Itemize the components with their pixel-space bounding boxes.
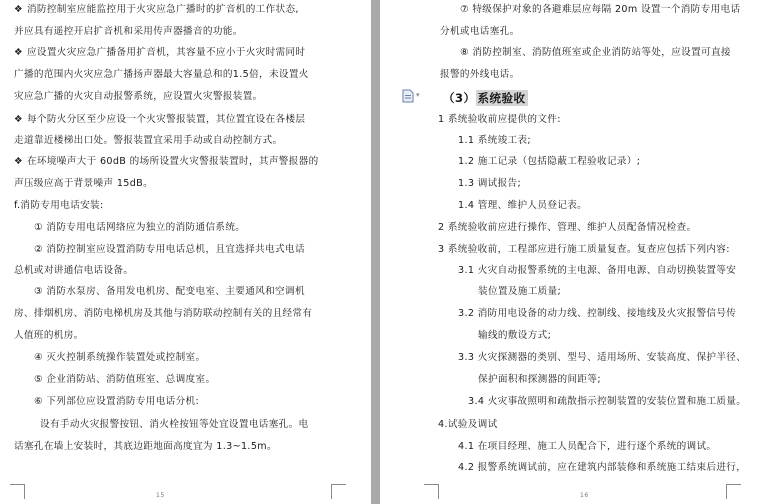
text-line xyxy=(14,113,305,127)
text-line xyxy=(34,285,305,299)
text-line xyxy=(40,418,308,432)
text-line xyxy=(438,243,730,257)
page-corner-mark xyxy=(10,484,25,499)
text-line xyxy=(458,264,736,278)
text-line xyxy=(460,46,731,60)
bullet-icon: ❖ xyxy=(14,114,23,125)
text-line xyxy=(14,440,277,454)
page-corner-mark xyxy=(726,484,741,499)
line-text: ⑤ 企业消防站、消防值班室、总调度室。 xyxy=(34,374,216,385)
text-line xyxy=(458,440,716,454)
text-line xyxy=(34,243,305,257)
text-line xyxy=(14,134,282,148)
line-text: 广播的范围内火灾应急广播扬声器最大容量总和的1.5倍，未设置火 xyxy=(14,69,309,80)
text-line xyxy=(14,46,305,60)
text-line xyxy=(438,113,561,127)
line-text: 声压级应高于背景噪声 15dB。 xyxy=(14,178,154,189)
line-text: 3.4 火灾事故照明和疏散指示控制装置的安装位置和施工质量。 xyxy=(468,396,747,407)
line-text: 报警的外线电话。 xyxy=(440,69,520,80)
line-text: ⑦ 特级保护对象的各避难层应每隔 20m 设置一个消防专用电话 xyxy=(460,4,741,15)
heading-prefix: （3） xyxy=(443,91,476,105)
line-text: 1.1 系统竣工表; xyxy=(458,135,532,146)
line-text: 4.2 报警系统调试前，应在建筑内部装修和系统施工结束后进行， xyxy=(458,462,747,473)
line-text: 1.4 管理、维护人员登记表。 xyxy=(458,200,588,211)
heading-highlight: 系统验收 xyxy=(477,91,526,105)
line-text: ① 消防专用电话网络应为独立的消防通信系统。 xyxy=(34,222,246,233)
line-text: 保护面积和探测器的间距等; xyxy=(478,374,601,385)
chevron-down-icon[interactable]: ▾ xyxy=(416,91,420,99)
line-text: f.消防专用电话安装: xyxy=(14,200,104,211)
text-line xyxy=(478,329,551,343)
line-text: ② 消防控制室应设置消防专用电话总机，且宜选择共电式电话 xyxy=(34,244,305,255)
line-text: 3.3 火灾探测器的类别、型号、适用场所、安装高度、保护半径、 xyxy=(458,352,747,363)
line-text: 4.1 在项目经理、施工人员配合下，进行逐个系统的调试。 xyxy=(458,441,717,452)
text-line xyxy=(34,395,199,409)
line-text: 1.2 施工记录（包括隐蔽工程验收记录）; xyxy=(458,156,641,167)
line-text: 话塞孔在墙上安装时，其底边距地面高度宜为 1.3~1.5m。 xyxy=(14,441,277,452)
text-line xyxy=(14,68,309,82)
document-icon[interactable] xyxy=(402,89,414,103)
line-text: ④ 灭火控制系统操作装置处或控制室。 xyxy=(34,352,206,363)
line-text: 3.1 火灾自动报警系统的主电源、备用电源、自动切换装置等安 xyxy=(458,265,737,276)
bullet-icon: ❖ xyxy=(14,47,23,58)
text-line xyxy=(14,90,263,104)
line-text: ③ 消防水泵房、备用发电机房、配变电室、主要通风和空调机 xyxy=(34,286,305,297)
text-line xyxy=(458,134,531,148)
text-line xyxy=(14,3,299,17)
line-text: 总机或对讲通信电话设备。 xyxy=(14,265,134,276)
line-text: 1.3 调试报告; xyxy=(458,178,522,189)
text-line xyxy=(14,307,312,321)
page-number: 15 xyxy=(156,492,165,499)
line-text: ⑧ 消防控制室、消防值班室或企业消防站等处，应设置可直接 xyxy=(460,47,731,58)
text-line xyxy=(34,221,245,235)
line-text: 人值班的机房。 xyxy=(14,330,84,341)
document-page-left xyxy=(0,0,371,504)
text-line xyxy=(440,25,520,39)
line-text: 装位置及施工质量; xyxy=(478,286,562,297)
text-line xyxy=(14,177,153,191)
text-line xyxy=(478,285,561,299)
line-text: 分机或电话塞孔。 xyxy=(440,26,520,37)
text-line xyxy=(438,418,498,432)
line-text: 每个防火分区至少应设一个火灾警报装置，其位置宜设在各楼层 xyxy=(26,114,306,125)
text-line xyxy=(458,461,746,475)
page-corner-mark xyxy=(424,484,439,499)
text-line xyxy=(460,3,740,17)
document-page-right xyxy=(380,0,760,504)
text-line xyxy=(478,373,601,387)
line-text: 在环境噪声大于 60dB 的场所设置火灾警报装置时，其声警报器的 xyxy=(26,156,319,167)
line-text: 2 系统验收前应进行操作、管理、维护人员配备情况检查。 xyxy=(438,222,697,233)
text-line xyxy=(14,155,319,169)
text-line xyxy=(458,177,521,191)
text-line xyxy=(14,264,133,278)
line-text: 房、排烟机房、消防电梯机房及其他与消防联动控制有关的且经常有 xyxy=(14,308,313,319)
line-text: 并应具有遥控开启扩音机和采用传声器播音的功能。 xyxy=(14,26,243,37)
text-line xyxy=(14,329,84,343)
bullet-icon: ❖ xyxy=(14,4,23,15)
line-text: 消防控制室应能监控用于火灾应急广播时的扩音机的工作状态, xyxy=(26,4,299,15)
text-line xyxy=(458,199,587,213)
page-corner-mark xyxy=(331,484,346,499)
text-line xyxy=(14,25,243,39)
text-line xyxy=(458,155,640,169)
bullet-icon: ❖ xyxy=(14,156,23,167)
line-text: 输线的敷设方式; xyxy=(478,330,552,341)
text-line xyxy=(458,351,746,365)
text-line xyxy=(440,68,520,82)
line-text: 应设置火灾应急广播备用扩音机，其容量不应小于火灾时需同时 xyxy=(26,47,306,58)
line-text: 设有手动火灾报警按钮、消火栓按钮等处宜设置电话塞孔。电 xyxy=(40,419,309,430)
text-line xyxy=(438,221,696,235)
line-text: 灾应急广播的火灾自动报警系统，应设置火灾警报装置。 xyxy=(14,91,263,102)
text-line xyxy=(458,307,736,321)
text-line xyxy=(34,351,205,365)
text-line xyxy=(34,373,215,387)
line-text: 1 系统验收前应提供的文件: xyxy=(438,114,561,125)
line-text: ⑥ 下列部位应设置消防专用电话分机: xyxy=(34,396,200,407)
section-heading xyxy=(443,90,528,106)
line-text: 3 系统验收前，工程部应进行施工质量复查。复查应包括下列内容: xyxy=(438,244,730,255)
line-text: 走道靠近楼梯出口处。警报装置宜采用手动或自动控制方式。 xyxy=(14,135,283,146)
line-text: 4.试验及调试 xyxy=(438,419,498,430)
text-line xyxy=(14,199,104,213)
text-line xyxy=(468,395,746,409)
line-text: 3.2 消防用电设备的动力线、控制线、接地线及火灾报警信号传 xyxy=(458,308,737,319)
page-number: 16 xyxy=(580,492,589,499)
